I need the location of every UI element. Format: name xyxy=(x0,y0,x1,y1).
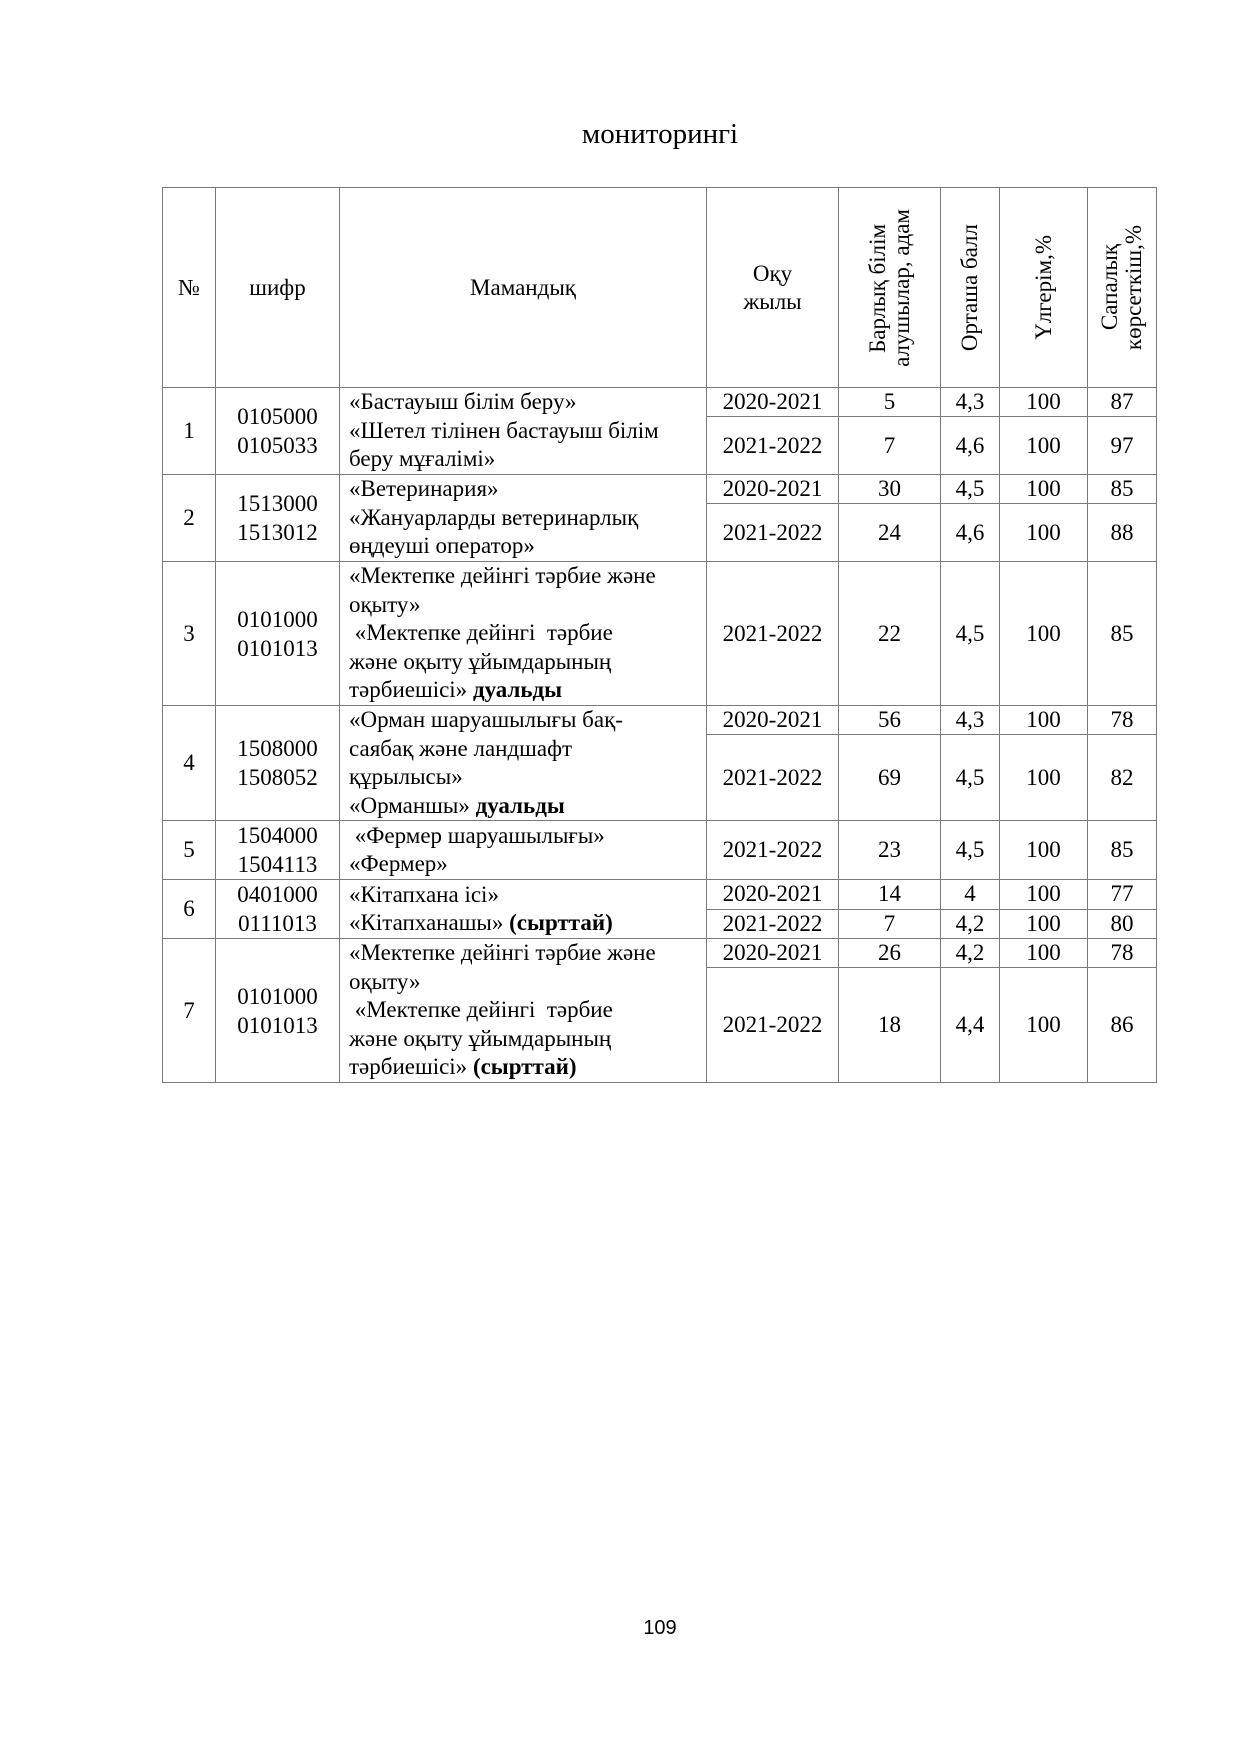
specialty-line xyxy=(349,850,706,879)
avg-cell: 4 xyxy=(941,880,1000,910)
row-number: 7 xyxy=(163,939,216,1083)
avg-cell: 4,6 xyxy=(941,417,1000,475)
cipher-code: 0105000 xyxy=(237,404,318,429)
specialty-line xyxy=(349,619,706,648)
year-cell: 2021-2022 xyxy=(707,968,839,1083)
avg-cell: 4,5 xyxy=(941,735,1000,821)
specialty-line xyxy=(349,591,706,620)
students-cell: 22 xyxy=(839,562,941,706)
year-cell: 2021-2022 xyxy=(707,562,839,706)
table-row xyxy=(163,388,1157,417)
students-cell: 18 xyxy=(839,968,941,1083)
specialty-text: тәрбиешісі» xyxy=(349,1054,473,1080)
students-cell: 5 xyxy=(839,388,941,417)
cipher-cell xyxy=(216,706,340,821)
specialty-line xyxy=(349,735,706,764)
header-year xyxy=(707,188,839,388)
quality-cell: 88 xyxy=(1088,504,1157,562)
students-cell: 24 xyxy=(839,504,941,562)
year-cell: 2021-2022 xyxy=(707,417,839,475)
specialty-text: «Жануарларды ветеринарлық xyxy=(349,504,639,530)
specialty-line xyxy=(349,648,706,677)
specialty-line xyxy=(349,939,706,968)
specialty-line xyxy=(349,996,706,1025)
table-body xyxy=(163,388,1157,1083)
specialty-line xyxy=(349,763,706,792)
students-cell: 56 xyxy=(839,706,941,735)
progress-cell: 100 xyxy=(1000,880,1088,910)
row-number: 5 xyxy=(163,821,216,880)
students-cell: 7 xyxy=(839,417,941,475)
progress-cell: 100 xyxy=(1000,821,1088,880)
row-number: 6 xyxy=(163,880,216,939)
header-quality xyxy=(1088,188,1157,388)
specialty-line xyxy=(349,968,706,997)
students-cell: 26 xyxy=(839,939,941,968)
avg-cell: 4,5 xyxy=(941,821,1000,880)
avg-cell: 4,2 xyxy=(941,939,1000,968)
specialty-text: оқыту» xyxy=(349,968,421,994)
header-students-line2: алушылар, адам xyxy=(888,208,914,367)
students-cell: 7 xyxy=(839,909,941,939)
table-row xyxy=(163,939,1157,968)
specialty-form-label: (сырттай) xyxy=(472,1054,577,1080)
year-cell: 2021-2022 xyxy=(707,735,839,821)
avg-cell: 4,5 xyxy=(941,562,1000,706)
specialty-line xyxy=(349,822,706,851)
students-cell: 30 xyxy=(839,475,941,504)
specialty-cell xyxy=(340,475,707,562)
specialty-text: өңдеуші оператор» xyxy=(349,533,535,559)
header-no: № xyxy=(163,188,216,388)
specialty-text: «Кітапхана ісі» xyxy=(349,881,499,907)
progress-cell: 100 xyxy=(1000,735,1088,821)
specialty-text: «Мектепке дейінгі тәрбие және xyxy=(349,940,656,966)
quality-cell: 78 xyxy=(1088,939,1157,968)
specialty-line xyxy=(349,792,706,821)
specialty-line xyxy=(349,475,706,504)
students-cell: 14 xyxy=(839,880,941,910)
progress-cell: 100 xyxy=(1000,909,1088,939)
quality-cell: 85 xyxy=(1088,475,1157,504)
cipher-code: 0105033 xyxy=(237,433,318,458)
cipher-code: 0101000 xyxy=(237,983,318,1009)
header-cipher: шифр xyxy=(216,188,340,388)
specialty-line xyxy=(349,909,706,938)
year-cell: 2020-2021 xyxy=(707,388,839,417)
specialty-line xyxy=(349,388,706,417)
row-number: 4 xyxy=(163,706,216,821)
cipher-cell xyxy=(216,475,340,562)
specialty-cell xyxy=(340,939,707,1083)
cipher-code: 0101013 xyxy=(237,635,318,661)
table-row xyxy=(163,562,1157,706)
cipher-code: 0401000 xyxy=(237,882,318,907)
specialty-text: «Шетел тілінен бастауыш білім xyxy=(349,417,659,443)
year-cell: 2021-2022 xyxy=(707,909,839,939)
specialty-text: «Фермер» xyxy=(349,851,448,876)
progress-cell: 100 xyxy=(1000,939,1088,968)
cipher-cell xyxy=(216,562,340,706)
header-quality-line2: көрсеткіш,% xyxy=(1121,224,1146,351)
avg-cell: 4,5 xyxy=(941,475,1000,504)
specialty-form-label: дуальды xyxy=(472,677,563,703)
cipher-code: 1513000 xyxy=(237,491,318,516)
specialty-line xyxy=(349,532,706,561)
header-progress-label: Үлгерім,% xyxy=(1030,235,1056,340)
specialty-text: «Кітапханашы» xyxy=(349,910,510,935)
progress-cell: 100 xyxy=(1000,706,1088,735)
specialty-line xyxy=(349,417,706,446)
specialty-cell xyxy=(340,706,707,821)
progress-cell: 100 xyxy=(1000,968,1088,1083)
students-cell: 69 xyxy=(839,735,941,821)
specialty-form-label: дуальды xyxy=(475,792,565,818)
specialty-text: және оқыту ұйымдарының xyxy=(349,648,612,674)
specialty-line xyxy=(349,1025,706,1054)
header-progress xyxy=(1000,188,1088,388)
specialty-text: «Мектепке дейінгі тәрбие және xyxy=(349,563,656,589)
specialty-line xyxy=(349,706,706,735)
specialty-line xyxy=(349,504,706,533)
avg-cell: 4,6 xyxy=(941,504,1000,562)
cipher-cell xyxy=(216,388,340,475)
quality-cell: 97 xyxy=(1088,417,1157,475)
year-cell: 2021-2022 xyxy=(707,504,839,562)
specialty-line xyxy=(349,445,706,474)
header-quality-line1: Сапалық xyxy=(1097,244,1122,331)
avg-cell: 4,4 xyxy=(941,968,1000,1083)
specialty-text: құрылысы» xyxy=(349,764,463,789)
avg-cell: 4,3 xyxy=(941,388,1000,417)
year-cell: 2020-2021 xyxy=(707,706,839,735)
row-number: 3 xyxy=(163,562,216,706)
specialty-line xyxy=(349,1053,706,1082)
quality-cell: 85 xyxy=(1088,562,1157,706)
progress-cell: 100 xyxy=(1000,417,1088,475)
specialty-text: саябақ және ландшафт xyxy=(349,735,573,761)
specialty-form-label: (сырттай) xyxy=(509,910,613,935)
page-title: мониторингі xyxy=(581,118,739,150)
row-number: 1 xyxy=(163,388,216,475)
avg-cell: 4,2 xyxy=(941,909,1000,939)
specialty-line xyxy=(349,562,706,591)
header-year-line2: жылы xyxy=(743,288,802,314)
specialty-text: тәрбиешісі» xyxy=(349,677,473,703)
specialty-text: «Мектепке дейінгі тәрбие xyxy=(349,997,613,1023)
cipher-code: 1508052 xyxy=(237,765,318,790)
monitoring-table xyxy=(162,187,1157,1083)
year-cell: 2020-2021 xyxy=(707,880,839,910)
specialty-line xyxy=(349,676,706,705)
year-cell: 2021-2022 xyxy=(707,821,839,880)
quality-cell: 77 xyxy=(1088,880,1157,910)
cipher-cell xyxy=(216,939,340,1083)
progress-cell: 100 xyxy=(1000,504,1088,562)
header-specialty: Мамандық xyxy=(340,188,707,388)
avg-cell: 4,3 xyxy=(941,706,1000,735)
cipher-cell xyxy=(216,880,340,939)
specialty-text: «Орман шаруашылығы бақ- xyxy=(349,707,623,732)
specialty-text: «Ветеринария» xyxy=(349,476,499,502)
cipher-code: 1513012 xyxy=(237,520,318,545)
year-cell: 2020-2021 xyxy=(707,475,839,504)
quality-cell: 86 xyxy=(1088,968,1157,1083)
specialty-cell xyxy=(340,821,707,880)
cipher-code: 1508000 xyxy=(237,736,318,761)
table-row xyxy=(163,706,1157,735)
progress-cell: 100 xyxy=(1000,562,1088,706)
progress-cell: 100 xyxy=(1000,388,1088,417)
cipher-code: 0101013 xyxy=(237,1012,318,1038)
header-students xyxy=(839,188,941,388)
header-year-line1: Оқу xyxy=(752,260,793,286)
cipher-code: 0111013 xyxy=(238,911,317,936)
table-row xyxy=(163,821,1157,880)
specialty-text: беру мұғалімі» xyxy=(349,446,496,472)
specialty-text: және оқыту ұйымдарының xyxy=(349,1025,612,1051)
page-number: 109 xyxy=(643,1617,677,1639)
specialty-line xyxy=(349,881,706,910)
header-avg xyxy=(941,188,1000,388)
cipher-cell xyxy=(216,821,340,880)
table-header xyxy=(163,188,1157,388)
cipher-code: 1504113 xyxy=(237,852,318,877)
quality-cell: 78 xyxy=(1088,706,1157,735)
header-avg-label: Орташа балл xyxy=(957,223,982,352)
specialty-cell xyxy=(340,388,707,475)
quality-cell: 82 xyxy=(1088,735,1157,821)
cipher-code: 1504000 xyxy=(237,823,318,848)
specialty-text: «Фермер шаруашылығы» xyxy=(349,822,605,848)
specialty-cell xyxy=(340,562,707,706)
progress-cell: 100 xyxy=(1000,475,1088,504)
students-cell: 23 xyxy=(839,821,941,880)
specialty-text: «Бастауыш білім беру» xyxy=(349,389,577,415)
header-students-line1: Барлық білім xyxy=(864,223,890,352)
quality-cell: 87 xyxy=(1088,388,1157,417)
table-row xyxy=(163,475,1157,504)
specialty-cell xyxy=(340,880,707,939)
specialty-text: «Орманшы» xyxy=(349,792,476,818)
specialty-text: оқыту» xyxy=(349,591,421,617)
quality-cell: 85 xyxy=(1088,821,1157,880)
cipher-code: 0101000 xyxy=(237,606,318,632)
row-number: 2 xyxy=(163,475,216,562)
specialty-text: «Мектепке дейінгі тәрбие xyxy=(349,620,613,646)
year-cell: 2020-2021 xyxy=(707,939,839,968)
quality-cell: 80 xyxy=(1088,909,1157,939)
table-row xyxy=(163,880,1157,910)
